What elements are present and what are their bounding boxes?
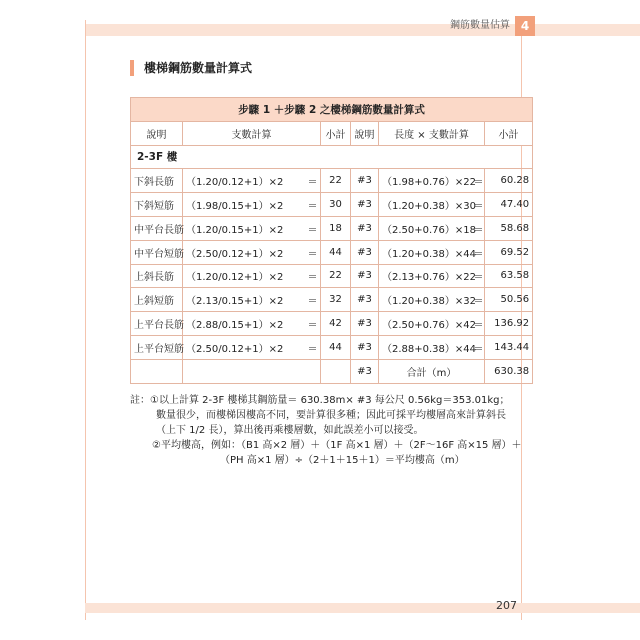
row-description: 下斜短筋	[131, 193, 183, 217]
count-subtotal: 22	[321, 264, 351, 288]
table-group-row	[131, 145, 533, 169]
length-formula: （1.20+0.38）×32	[379, 288, 471, 312]
count-subtotal: 44	[321, 240, 351, 264]
note-1-line-1	[130, 393, 510, 408]
count-formula: （1.98/0.15+1）×2	[183, 193, 305, 217]
count-formula: （1.20/0.15+1）×2	[183, 216, 305, 240]
count-subtotal: 18	[321, 216, 351, 240]
row-description: 中平台短筋	[131, 240, 183, 264]
note-2-line-2: （PH 高×1 層）÷（2＋1＋15＋1）＝平均樓高（m）	[220, 455, 465, 466]
length-formula: （1.20+0.38）×30	[379, 193, 471, 217]
length-formula: （2.50+0.76）×42	[379, 312, 471, 336]
rebar-calculation-table	[130, 97, 533, 384]
count-formula: （1.20/0.12+1）×2	[183, 264, 305, 288]
length-subtotal: 47.40	[485, 193, 533, 217]
count-equals: ＝	[305, 288, 321, 312]
length-subtotal: 60.28	[485, 169, 533, 193]
table-row	[131, 335, 533, 359]
length-equals: ＝	[471, 193, 485, 217]
note-1-text: ①以上計算 2-3F 樓梯其鋼筋量＝ 630.38m× #3 每公尺 0.56kg＝353.01kg；	[150, 395, 510, 406]
length-subtotal: 58.68	[485, 216, 533, 240]
count-formula: （2.50/0.12+1）×2	[183, 240, 305, 264]
header-band	[85, 24, 640, 36]
bar-size: #3	[351, 288, 379, 312]
total-bar-size: #3	[351, 359, 379, 383]
bar-size: #3	[351, 312, 379, 336]
floor-group-label: 2-3F 樓	[131, 145, 533, 169]
table-row	[131, 312, 533, 336]
note-prefix: 註：	[130, 395, 150, 406]
note-1-line-3: （上下 1/2 長），算出後再乘樓層數，如此誤差小可以接受。	[156, 425, 424, 436]
count-formula: （2.13/0.15+1）×2	[183, 288, 305, 312]
bar-size: #3	[351, 240, 379, 264]
length-subtotal: 143.44	[485, 335, 533, 359]
length-subtotal: 136.92	[485, 312, 533, 336]
total-empty-cell	[183, 359, 321, 383]
length-formula: （1.98+0.76）×22	[379, 169, 471, 193]
table-row	[131, 216, 533, 240]
note-2-line-1: ②平均樓高，例如：（B1 高×2 層）＋（1F 高×1 層）＋（2F～16F 高×15 層）＋	[152, 440, 522, 451]
count-subtotal: 22	[321, 169, 351, 193]
length-formula: （2.13+0.76）×22	[379, 264, 471, 288]
table-row	[131, 240, 533, 264]
length-subtotal: 63.58	[485, 264, 533, 288]
count-equals: ＝	[305, 216, 321, 240]
total-label: 合計（m）	[379, 359, 485, 383]
header-bar-description: 說明	[351, 121, 379, 145]
count-equals: ＝	[305, 169, 321, 193]
page-number: 207	[496, 599, 517, 612]
length-equals: ＝	[471, 335, 485, 359]
length-formula: （2.88+0.38）×44	[379, 335, 471, 359]
count-formula: （2.50/0.12+1）×2	[183, 335, 305, 359]
bar-size: #3	[351, 335, 379, 359]
left-margin-rule	[85, 20, 86, 620]
footnotes	[130, 393, 522, 468]
total-value: 630.38	[485, 359, 533, 383]
note-1-line-2: 數量很少，而樓梯因樓高不同，要計算很多種；因此可採平均樓層高來計算斜長	[156, 410, 506, 421]
count-equals: ＝	[305, 240, 321, 264]
header-count-calc: 支數計算	[183, 121, 321, 145]
chapter-number-badge: 4	[515, 16, 535, 36]
count-formula: （2.88/0.15+1）×2	[183, 312, 305, 336]
length-equals: ＝	[471, 169, 485, 193]
table-row	[131, 288, 533, 312]
bar-size: #3	[351, 216, 379, 240]
count-equals: ＝	[305, 193, 321, 217]
bar-size: #3	[351, 169, 379, 193]
count-equals: ＝	[305, 264, 321, 288]
footer-band	[85, 603, 640, 613]
row-description: 下斜長筋	[131, 169, 183, 193]
count-formula: （1.20/0.12+1）×2	[183, 169, 305, 193]
header-length-calc: 長度 × 支數計算	[379, 121, 485, 145]
length-formula: （2.50+0.76）×18	[379, 216, 471, 240]
table-header-row	[131, 121, 533, 145]
length-equals: ＝	[471, 240, 485, 264]
table-title: 步驟 1 ＋步驟 2 之樓梯鋼筋數量計算式	[131, 98, 533, 122]
header-subtotal: 小計	[321, 121, 351, 145]
count-subtotal: 32	[321, 288, 351, 312]
table-title-row	[131, 98, 533, 122]
table-body	[131, 169, 533, 359]
count-subtotal: 30	[321, 193, 351, 217]
length-subtotal: 69.52	[485, 240, 533, 264]
length-equals: ＝	[471, 264, 485, 288]
running-header-title: 鋼筋數量估算	[450, 20, 510, 31]
length-equals: ＝	[471, 288, 485, 312]
row-description: 中平台長筋	[131, 216, 183, 240]
table-row	[131, 264, 533, 288]
count-subtotal: 42	[321, 312, 351, 336]
length-equals: ＝	[471, 216, 485, 240]
total-empty-cell	[131, 359, 183, 383]
table-total-row	[131, 359, 533, 383]
length-equals: ＝	[471, 312, 485, 336]
row-description: 上平台長筋	[131, 312, 183, 336]
length-formula: （1.20+0.38）×44	[379, 240, 471, 264]
section-title: 樓梯鋼筋數量計算式	[130, 60, 252, 76]
header-length-subtotal: 小計	[485, 121, 533, 145]
row-description: 上斜短筋	[131, 288, 183, 312]
header-description: 說明	[131, 121, 183, 145]
table-row	[131, 169, 533, 193]
total-empty-cell	[321, 359, 351, 383]
bar-size: #3	[351, 193, 379, 217]
count-equals: ＝	[305, 312, 321, 336]
row-description: 上平台短筋	[131, 335, 183, 359]
bar-size: #3	[351, 264, 379, 288]
count-subtotal: 44	[321, 335, 351, 359]
table-row	[131, 193, 533, 217]
length-subtotal: 50.56	[485, 288, 533, 312]
row-description: 上斜長筋	[131, 264, 183, 288]
count-equals: ＝	[305, 335, 321, 359]
